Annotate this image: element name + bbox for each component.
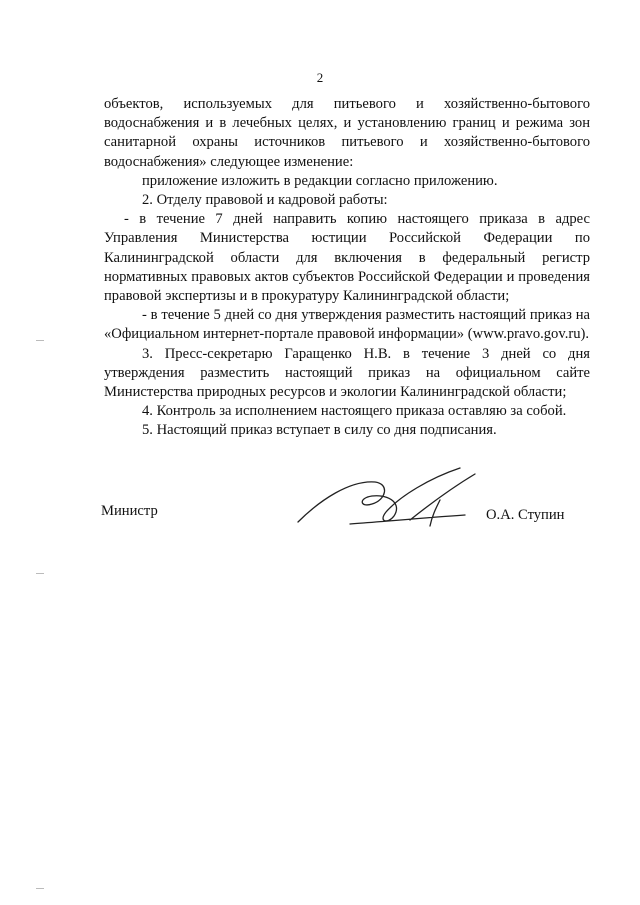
paragraph-item-3: 3. Пресс-секретарю Гаращенко Н.В. в течение 3 дней со дня утверждения разместить настоящий приказ на официальном сайте Министерства природных ресурсов и экологии Калининградской области;	[104, 345, 590, 401]
paragraph-item-2: 2. Отделу правовой и кадровой работы:	[142, 192, 388, 209]
handwritten-signature	[290, 460, 490, 540]
scan-mark	[36, 340, 44, 341]
scan-mark	[36, 888, 44, 889]
signatory-title: Министр	[101, 503, 158, 519]
paragraph-item-2-sub-2: - в течение 5 дней со дня утверждения разместить настоящий приказ на «Официальном интернет-портале правовой информации» (www.pravo.gov.ru).	[104, 307, 590, 343]
scan-mark	[36, 573, 44, 574]
paragraph-item-2-sub-1: - в течение 7 дней направить копию настоящего приказа в адрес Управления Министерства юстиции Российской Федерации по Калининградской области для включения в федеральный регистр нормативных правовых актов субъектов Российской Федерации и проведения правовой экспертизы и в прокуратуру Калининградской области;	[104, 211, 590, 305]
paragraph-item-5: 5. Настоящий приказ вступает в силу со дня подписания.	[142, 422, 497, 439]
paragraph-item-4: 4. Контроль за исполнением настоящего приказа оставляю за собой.	[142, 403, 567, 420]
paragraph-appendix-change: приложение изложить в редакции согласно приложению.	[142, 172, 498, 189]
page-number: 2	[316, 70, 324, 85]
signatory-name: О.А. Ступин	[486, 507, 565, 523]
paragraph-intro-continuation: объектов, используемых для питьевого и хозяйственно-бытового водоснабжения и в лечебных целях, и установлению границ и режима зон санитарной охраны источников питьевого и хозяйственно-бытового водоснабжения» следующее изменение:	[104, 96, 590, 170]
